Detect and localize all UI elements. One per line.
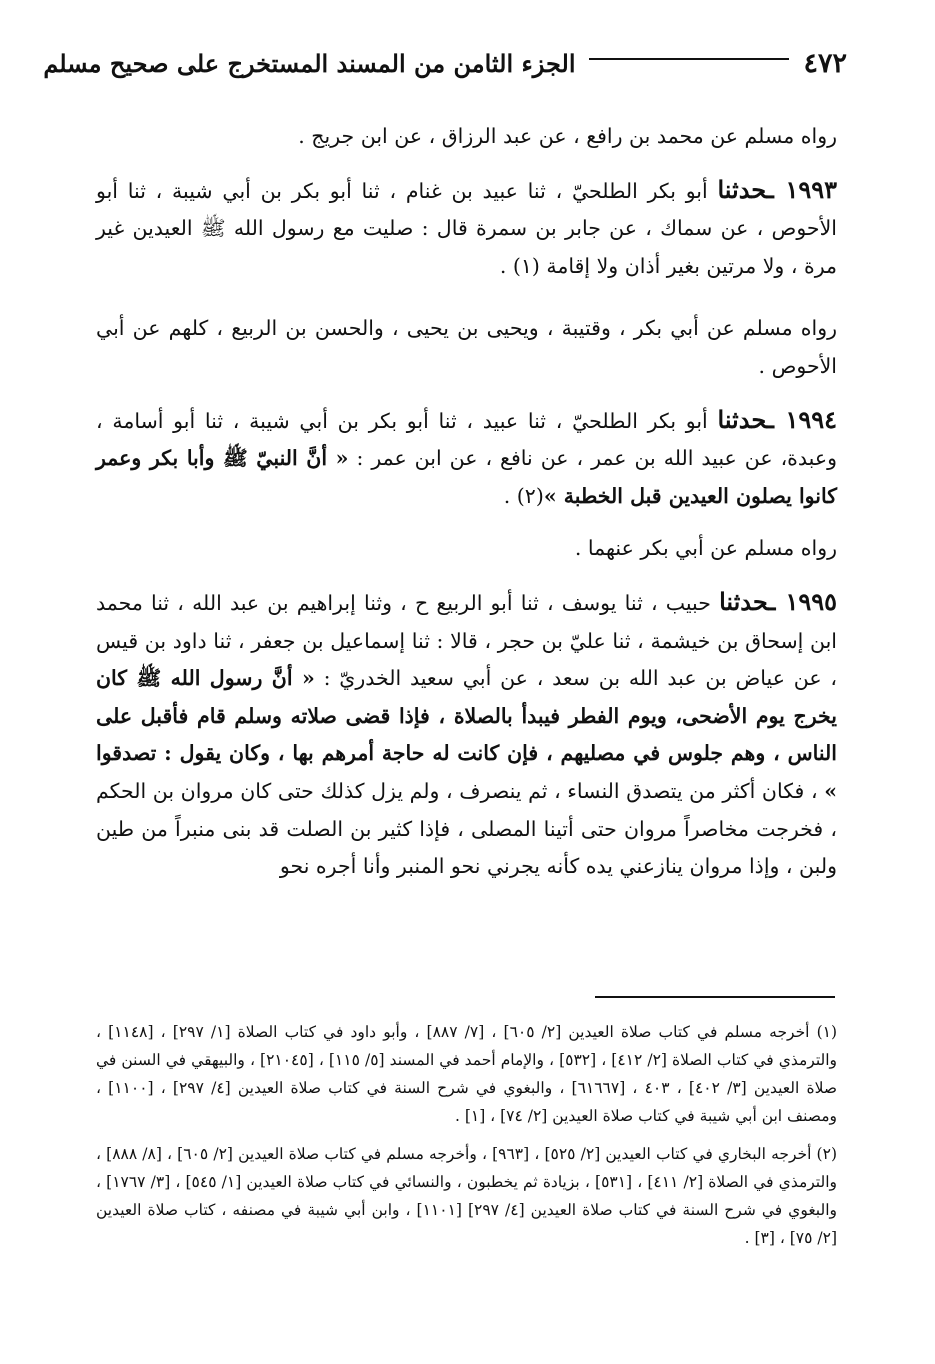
footnote-1: (١) أخرجه مسلم في كتاب صلاة العيدين [٢/ ٦٠٥] ، [٧/ ٨٨٧] ، وأبو داود في كتاب الصلاة [١/ ٢٩٧] ، [١١٤٨] ، والترمذي في كتاب الصلاة [٢/ ٤١٢] ، [٥٣٢] ، والإمام أحمد في المسند [٥/ ١١٥] ، [٢١٠٤٥] ، والبيهقي في السنن في صلاة العيدين [٣/ ٤٠٢] ، ٤٠٣ ، [٦١٦٦٧] ، والبغوي في شرح السنة في كتاب صلاة العيدين [٤/ ٢٩٧] ، [١١٠٠] ، ومصنف ابن أبي شيبة في كتاب صلاة العيدين [٢/ ٧٤] ، [١] .: [96, 1023, 838, 1125]
footnote-ref: (٢) .: [503, 483, 544, 508]
narration-note-1: رواه مسلم عن محمد بن رافع ، عن عبد الرزاق ، عن ابن جريج .: [298, 124, 837, 148]
footnotes: [96, 1018, 837, 1262]
hadith-text: حبيب ، ثنا يوسف ، ثنا أبو الربيع ح ، وثنا إبراهيم بن عبد الله ، ثنا محمد ابن إسحاق بن خيشمة ، ثنا عليّ بن حجر ، قالا : ثنا إسماعيل بن جعفر ، ثنا داود بن قيس ، عن عياض بن عبد الله بن سعد ، عن أبي سعيد الخدريّ :: [96, 590, 837, 691]
header-rule: [589, 58, 789, 60]
hadith-1993: [96, 171, 837, 286]
hadith-opening-word: حدثنا: [717, 404, 767, 434]
narration-note-3: رواه مسلم عن أبي بكر عنهما .: [574, 536, 837, 561]
running-title: الجزء الثامن من المسند المستخرج على صحيح مسلم: [43, 48, 576, 78]
footnote-2: (٢) أخرجه البخاري في كتاب العيدين [٢/ ٥٢٥] ، [٩٦٣] ، وأخرجه مسلم في كتاب صلاة العيدين [٢/ ٦٠٥] ، [٨/ ٨٨٨] ، والترمذي في الصلاة [٢/ ٤١١] ، [٥٣١] ، بزيادة ثم يخطبون ، والنسائي في كتاب صلاة العيدين [١/ ٥٤٥] ، [٣/ ١٧٦٧] ، والبغوي في شرح السنة في كتاب صلاة العيدين [٤/ ٢٩٧] [١١٠١] ، وابن أبي شيبة في مصنفه ، كتاب صلاة العيدين [٢/ ٧٥] ، [٣] .: [96, 1145, 838, 1247]
narration-note-2: رواه مسلم عن أبي بكر ، وقتيبة ، ويحيى بن يحيى ، والحسن بن الربيع ، كلهم عن أبي الأحوص .: [96, 316, 837, 378]
page-number: ٤٧٢: [803, 47, 847, 79]
hadith-quote: « أنَّ النبيّ ﷺ وأبا بكر وعمر كانوا يصلون العيدين قبل الخطبة »: [96, 446, 837, 508]
hadith-opening-word: حدثنا: [717, 174, 767, 204]
hadith-number: ١٩٩٥ ـ: [768, 586, 837, 616]
hadith-number: ١٩٩٤ ـ: [766, 404, 838, 434]
hadith-text: أبو بكر الطلحيّ ، ثنا عبيد بن غنام ، ثنا أبو بكر بن أبي شيبة ، ثنا أبو الأحوص ، عن سماك ، عن جابر بن سمرة قال : صليت مع رسول الله ﷺ العيدين غير مرة ، ولا مرتين بغير أذان ولا إقامة (١) .: [96, 178, 837, 278]
hadith-quote: « أنَّ رسول الله ﷺ كان يخرج يوم الأضحى، ويوم الفطر فيبدأ بالصلاة ، فإذا قضى صلاته وسلم قام فأقبل على الناس ، وهم جلوس في مصليهم ، فإن كانت له حاجة أمرهم بها ، وكان يقول : تصدقوا »: [96, 666, 837, 803]
hadith-1995: [96, 583, 837, 886]
hadith-continuation: ، فكان أكثر من يتصدق النساء ، ثم ينصرف ، ولم يزل كذلك حتى كان مروان بن الحكم ، فخرجت مخاصراً مروان حتى أتينا المصلى ، فإذا كثير بن الصلت قد بنى منبراً من طين ولبن ، وإذا مروان ينازعني يده كأنه يجرني نحو المنبر وأنا أجره نحو: [96, 778, 837, 879]
main-text: [96, 118, 837, 886]
hadith-number: ١٩٩٣ ـ: [766, 174, 837, 204]
page-header: [43, 38, 847, 88]
hadith-1994: [96, 401, 837, 516]
footnote-separator: [595, 996, 835, 998]
hadith-text: أبو بكر الطلحيّ ، ثنا عبيد ، ثنا أبو بكر بن أبي شيبة ، ثنا أبو أسامة ، وعبدة، عن عبيد الله بن عمر ، عن نافع ، عن ابن عمر :: [96, 408, 838, 471]
hadith-opening-word: حدثنا: [719, 586, 769, 616]
